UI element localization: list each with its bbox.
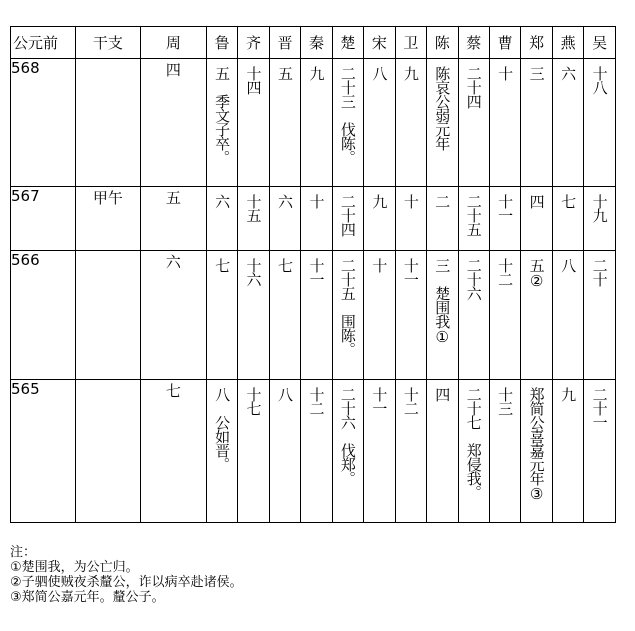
state-cell-jin: 六 — [269, 187, 300, 251]
state-cell-cai: 二十四 — [458, 59, 489, 187]
state-cell-wei: 十 — [395, 187, 426, 251]
state-cell-jin: 五 — [269, 59, 300, 187]
state-cell-chen: 陈哀公弱元年 — [427, 59, 458, 187]
state-cell-cai: 二十五 — [458, 187, 489, 251]
state-cell-wu: 二十 — [584, 251, 616, 380]
footnote-label: 注： — [10, 545, 37, 560]
header-yan: 燕 — [552, 27, 583, 59]
state-cell-lu: 五 季文子卒。 — [206, 59, 237, 187]
table-row — [11, 251, 616, 380]
state-cell-yan: 七 — [552, 187, 583, 251]
state-cell-wu: 二十一 — [584, 380, 616, 523]
state-cell-qin: 十一 — [301, 251, 332, 380]
state-cell-cao: 十一 — [489, 187, 520, 251]
state-cell-chen: 二 — [427, 187, 458, 251]
header-zhou: 周 — [140, 27, 206, 59]
state-cell-wu: 十八 — [584, 59, 616, 187]
state-cell-qi: 十五 — [238, 187, 269, 251]
state-cell-chu: 二十四 — [332, 187, 363, 251]
header-wei: 卫 — [395, 27, 426, 59]
state-cell-qin: 十 — [301, 187, 332, 251]
state-cell-jin: 七 — [269, 251, 300, 380]
state-cell-cao: 十二 — [489, 251, 520, 380]
state-cell-qi: 十七 — [238, 380, 269, 523]
state-cell-qi: 十六 — [238, 251, 269, 380]
footnote-3: ③郑简公嘉元年。釐公子。 — [10, 590, 165, 605]
header-qi: 齐 — [238, 27, 269, 59]
state-cell-cai: 二十六 — [458, 251, 489, 380]
header-zheng: 郑 — [521, 27, 552, 59]
state-cell-qin: 十二 — [301, 380, 332, 523]
state-cell-zheng: 三 — [521, 59, 552, 187]
header-ganzhi: 干支 — [75, 27, 140, 59]
state-cell-chu: 二十五 围陈。 — [332, 251, 363, 380]
state-cell-lu: 八 公如晋。 — [206, 380, 237, 523]
state-cell-qi: 十四 — [238, 59, 269, 187]
state-cell-yan: 九 — [552, 380, 583, 523]
header-jin: 晋 — [269, 27, 300, 59]
year-cell: 566 — [11, 251, 76, 380]
table-row — [11, 187, 616, 251]
zhou-cell: 七 — [140, 380, 206, 523]
state-cell-yan: 六 — [552, 59, 583, 187]
state-cell-chen: 四 — [427, 380, 458, 523]
header-song: 宋 — [364, 27, 395, 59]
year-cell: 567 — [11, 187, 76, 251]
state-cell-cai: 二十七 郑侵我。 — [458, 380, 489, 523]
ganzhi-cell — [75, 251, 140, 380]
state-cell-song: 十一 — [364, 380, 395, 523]
header-chu: 楚 — [332, 27, 363, 59]
header-lu: 鲁 — [206, 27, 237, 59]
footnotes — [10, 545, 243, 605]
zhou-cell: 六 — [140, 251, 206, 380]
state-cell-wei: 十一 — [395, 251, 426, 380]
state-cell-chen: 三 楚围我① — [427, 251, 458, 380]
state-cell-song: 九 — [364, 187, 395, 251]
chronology-table — [10, 26, 616, 523]
state-cell-song: 八 — [364, 59, 395, 187]
state-cell-wei: 九 — [395, 59, 426, 187]
state-cell-chu: 二十三 伐陈。 — [332, 59, 363, 187]
state-cell-wu: 十九 — [584, 187, 616, 251]
zhou-cell: 四 — [140, 59, 206, 187]
state-cell-cao: 十 — [489, 59, 520, 187]
ganzhi-cell: 甲午 — [75, 187, 140, 251]
header-qin: 秦 — [301, 27, 332, 59]
year-cell: 568 — [11, 59, 76, 187]
footnote-2: ②子驷使贼夜杀釐公，诈以病卒赴诸侯。 — [10, 575, 243, 590]
footnote-1: ①楚围我，为公亡归。 — [10, 560, 139, 575]
state-cell-zheng: 郑简公喜嘉元年③ — [521, 380, 552, 523]
year-cell: 565 — [11, 380, 76, 523]
header-wu: 吴 — [584, 27, 616, 59]
state-cell-qin: 九 — [301, 59, 332, 187]
state-cell-song: 十 — [364, 251, 395, 380]
header-row — [11, 27, 616, 59]
header-cao: 曹 — [489, 27, 520, 59]
state-cell-yan: 八 — [552, 251, 583, 380]
state-cell-lu: 六 — [206, 187, 237, 251]
zhou-cell: 五 — [140, 187, 206, 251]
state-cell-zheng: 五② — [521, 251, 552, 380]
state-cell-zheng: 四 — [521, 187, 552, 251]
table-row — [11, 380, 616, 523]
state-cell-wei: 十二 — [395, 380, 426, 523]
ganzhi-cell — [75, 380, 140, 523]
ganzhi-cell — [75, 59, 140, 187]
state-cell-lu: 七 — [206, 251, 237, 380]
table-row — [11, 59, 616, 187]
state-cell-jin: 八 — [269, 380, 300, 523]
header-chen: 陈 — [427, 27, 458, 59]
state-cell-chu: 二十六 伐郑。 — [332, 380, 363, 523]
state-cell-cao: 十三 — [489, 380, 520, 523]
header-year: 公元前 — [11, 27, 76, 59]
header-cai: 蔡 — [458, 27, 489, 59]
